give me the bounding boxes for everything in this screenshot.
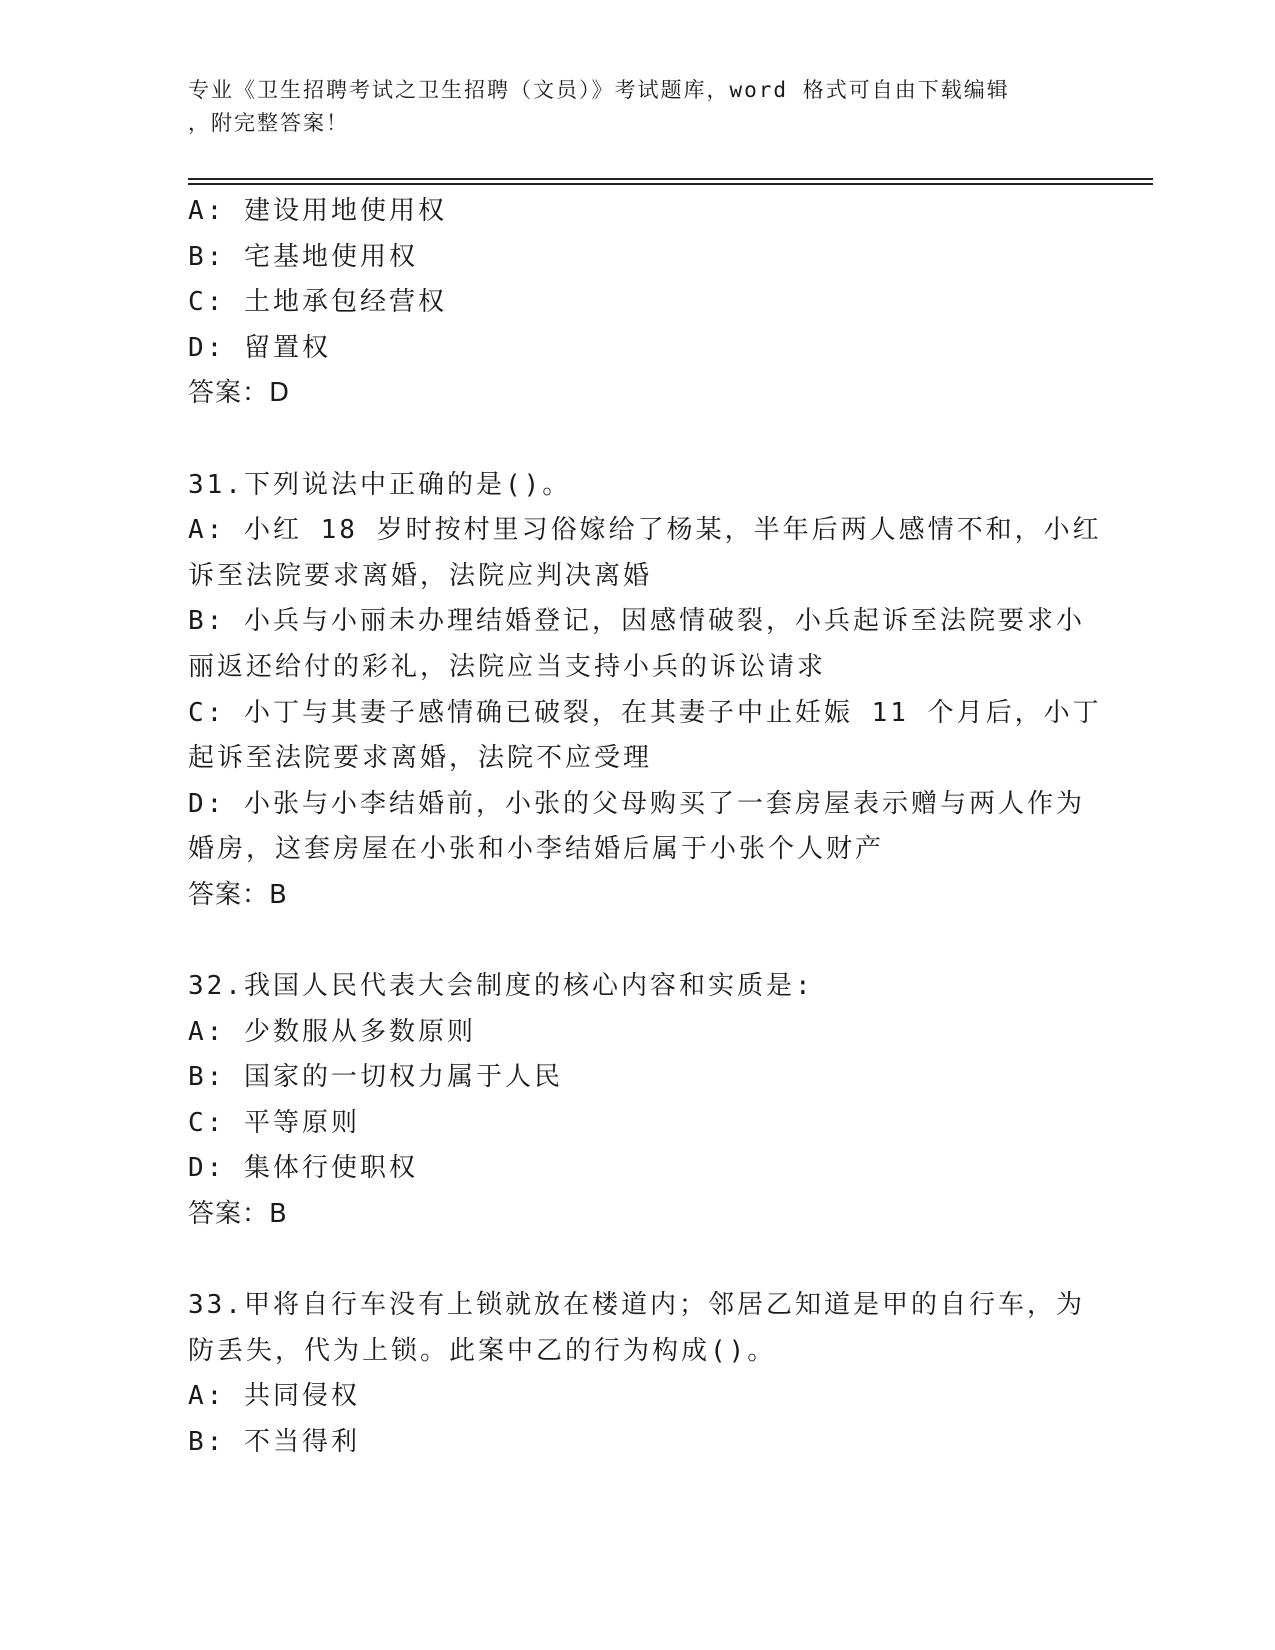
header-rule-bottom <box>188 183 1153 185</box>
q31-option-d-line-1: D: 小张与小李结婚前，小张的父母购买了一套房屋表示赠与两人作为 <box>188 788 1085 819</box>
q32-option-a: A: 少数服从多数原则 <box>188 1016 476 1047</box>
q33-option-b: B: 不当得利 <box>188 1427 360 1458</box>
q32-option-b: B: 国家的一切权力属于人民 <box>188 1062 563 1093</box>
q30-option-b: B: 宅基地使用权 <box>188 241 418 272</box>
q30-option-c: C: 土地承包经营权 <box>188 287 447 318</box>
question-list <box>188 189 1102 1466</box>
q31-option-a-line-1: A: 小红 18 岁时按村里习俗嫁给了杨某，半年后两人感情不和，小红 <box>188 515 1102 546</box>
q30-option-a: A: 建设用地使用权 <box>188 196 447 226</box>
q33-option-a: A: 共同侵权 <box>188 1381 360 1412</box>
q32-option-d: D: 集体行使职权 <box>188 1153 418 1184</box>
q31-option-c-line-1: C: 小丁与其妻子感情确已破裂，在其妻子中止妊娠 11 个月后，小丁 <box>188 697 1102 728</box>
q30-option-d: D: 留置权 <box>188 332 331 363</box>
q33-question-line-2: 防丢失，代为上锁。此案中乙的行为构成()。 <box>188 1335 777 1366</box>
question-32-block <box>188 964 1088 1238</box>
spacer <box>188 1238 1088 1284</box>
q31-option-a-line-2: 诉至法院要求离婚，法院应判决离婚 <box>188 560 653 591</box>
question-30-block <box>188 189 1088 417</box>
question-31-block <box>188 463 1102 919</box>
question-33-block <box>188 1283 1088 1465</box>
q31-question: 31.下列说法中正确的是()。 <box>188 469 572 500</box>
document-header <box>188 74 1068 140</box>
header-line-1: 专业《卫生招聘考试之卫生招聘（文员）》考试题库，word 格式可自由下载编辑 <box>188 78 1010 102</box>
header-rule-top <box>188 178 1153 180</box>
header-line-2: ，附完整答案！ <box>188 111 349 135</box>
q32-question: 32.我国人民代表大会制度的核心内容和实质是: <box>188 971 814 1002</box>
q31-option-b-line-2: 丽返还给付的彩礼，法院应当支持小兵的诉讼请求 <box>188 651 827 682</box>
q32-answer: 答案：B <box>188 1199 288 1230</box>
q31-option-b-line-1: B: 小兵与小丽未办理结婚登记，因感情破裂，小兵起诉至法院要求小 <box>188 606 1085 637</box>
q30-answer: 答案：D <box>188 378 291 409</box>
spacer <box>188 417 1088 463</box>
q31-option-d-line-2: 婚房，这套房屋在小张和小李结婚后属于小张个人财产 <box>188 834 885 865</box>
q32-option-c: C: 平等原则 <box>188 1107 360 1138</box>
q31-answer: 答案：B <box>188 879 288 910</box>
spacer <box>188 919 1088 965</box>
q33-question-line-1: 33.甲将自行车没有上锁就放在楼道内；邻居乙知道是甲的自行车，为 <box>188 1290 1085 1321</box>
q31-option-c-line-2: 起诉至法院要求离婚，法院不应受理 <box>188 743 653 774</box>
